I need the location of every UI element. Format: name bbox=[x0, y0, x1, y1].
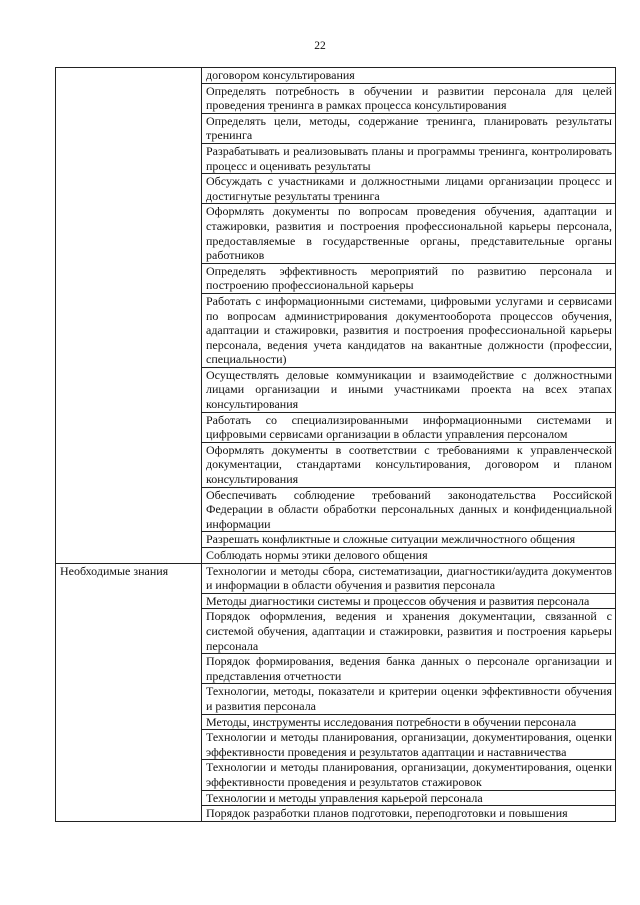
skills-item: Работать со специализированными информационными системами и цифровыми сервисами организации в области управления персоналом bbox=[202, 412, 616, 442]
skills-item: Соблюдать нормы этики делового общения bbox=[202, 548, 616, 564]
knowledge-item: Порядок разработки планов подготовки, переподготовки и повышения bbox=[202, 806, 616, 822]
skills-item: Работать с информационными системами, цифровыми услугами и сервисами по вопросам администрирования документооборота процессов обучения, адаптации и стажировки, развития и построения профессиональной карьеры персонала, ведения учета кандидатов на вакантные должности (профессии, специальности) bbox=[202, 293, 616, 367]
skills-item: Разрешать конфликтные и сложные ситуации межличностного общения bbox=[202, 532, 616, 548]
knowledge-item: Методы, инструменты исследования потребности в обучении персонала bbox=[202, 714, 616, 730]
knowledge-item: Технологии и методы сбора, систематизации, диагностики/аудита документов и информации в области обучения и развития персонала bbox=[202, 563, 616, 593]
skills-item: Оформлять документы по вопросам проведения обучения, адаптации и стажировки, развития и построения профессиональной карьеры персонала, предоставляемые в государственные органы, представительные органы работников bbox=[202, 204, 616, 263]
skills-item: Обеспечивать соблюдение требований законодательства Российской Федерации в области обработки персональных данных и конфиденциальной информации bbox=[202, 487, 616, 532]
knowledge-item: Технологии и методы планирования, организации, документирования, оценки эффективности проведения и результатов адаптации и наставничества bbox=[202, 730, 616, 760]
knowledge-item: Технологии и методы планирования, организации, документирования, оценки эффективности проведения и результатов стажировок bbox=[202, 760, 616, 790]
competency-table bbox=[55, 67, 616, 822]
skills-item: Определять эффективность мероприятий по развитию персонала и построению профессиональной карьеры bbox=[202, 263, 616, 293]
knowledge-item: Порядок формирования, ведения банка данных о персонале организации и представления отчетности bbox=[202, 654, 616, 684]
skills-item: договором консультирования bbox=[202, 68, 616, 84]
skills-item: Разрабатывать и реализовывать планы и программы тренинга, контролировать процесс и оценивать результаты bbox=[202, 143, 616, 173]
knowledge-item: Порядок оформления, ведения и хранения документации, связанной с системой обучения, адаптации и стажировки, развития и построения карьеры персонала bbox=[202, 609, 616, 654]
skills-item: Определять цели, методы, содержание тренинга, планировать результаты тренинга bbox=[202, 113, 616, 143]
skills-item: Оформлять документы в соответствии с требованиями к управленческой документации, стандартами консультирования, договором и планом консультирования bbox=[202, 442, 616, 487]
skills-item: Обсуждать с участниками и должностными лицами организации процесс и достигнутые результаты тренинга bbox=[202, 174, 616, 204]
knowledge-item: Технологии, методы, показатели и критерии оценки эффективности обучения и развития персонала bbox=[202, 684, 616, 714]
skills-item: Осуществлять деловые коммуникации и взаимодействие с должностными лицами организации и иными участниками проекта на всех этапах консультирования bbox=[202, 367, 616, 412]
knowledge-label: Необходимые знания bbox=[56, 563, 202, 821]
table-row bbox=[56, 563, 616, 593]
knowledge-item: Методы диагностики системы и процессов обучения и развития персонала bbox=[202, 593, 616, 609]
table-row bbox=[56, 68, 616, 84]
knowledge-item: Технологии и методы управления карьерой персонала bbox=[202, 790, 616, 806]
skills-label bbox=[56, 68, 202, 564]
page-number: 22 bbox=[314, 40, 326, 52]
skills-item: Определять потребность в обучении и развитии персонала для целей проведения тренинга в рамках процесса консультирования bbox=[202, 83, 616, 113]
competency-table-body bbox=[56, 68, 616, 822]
